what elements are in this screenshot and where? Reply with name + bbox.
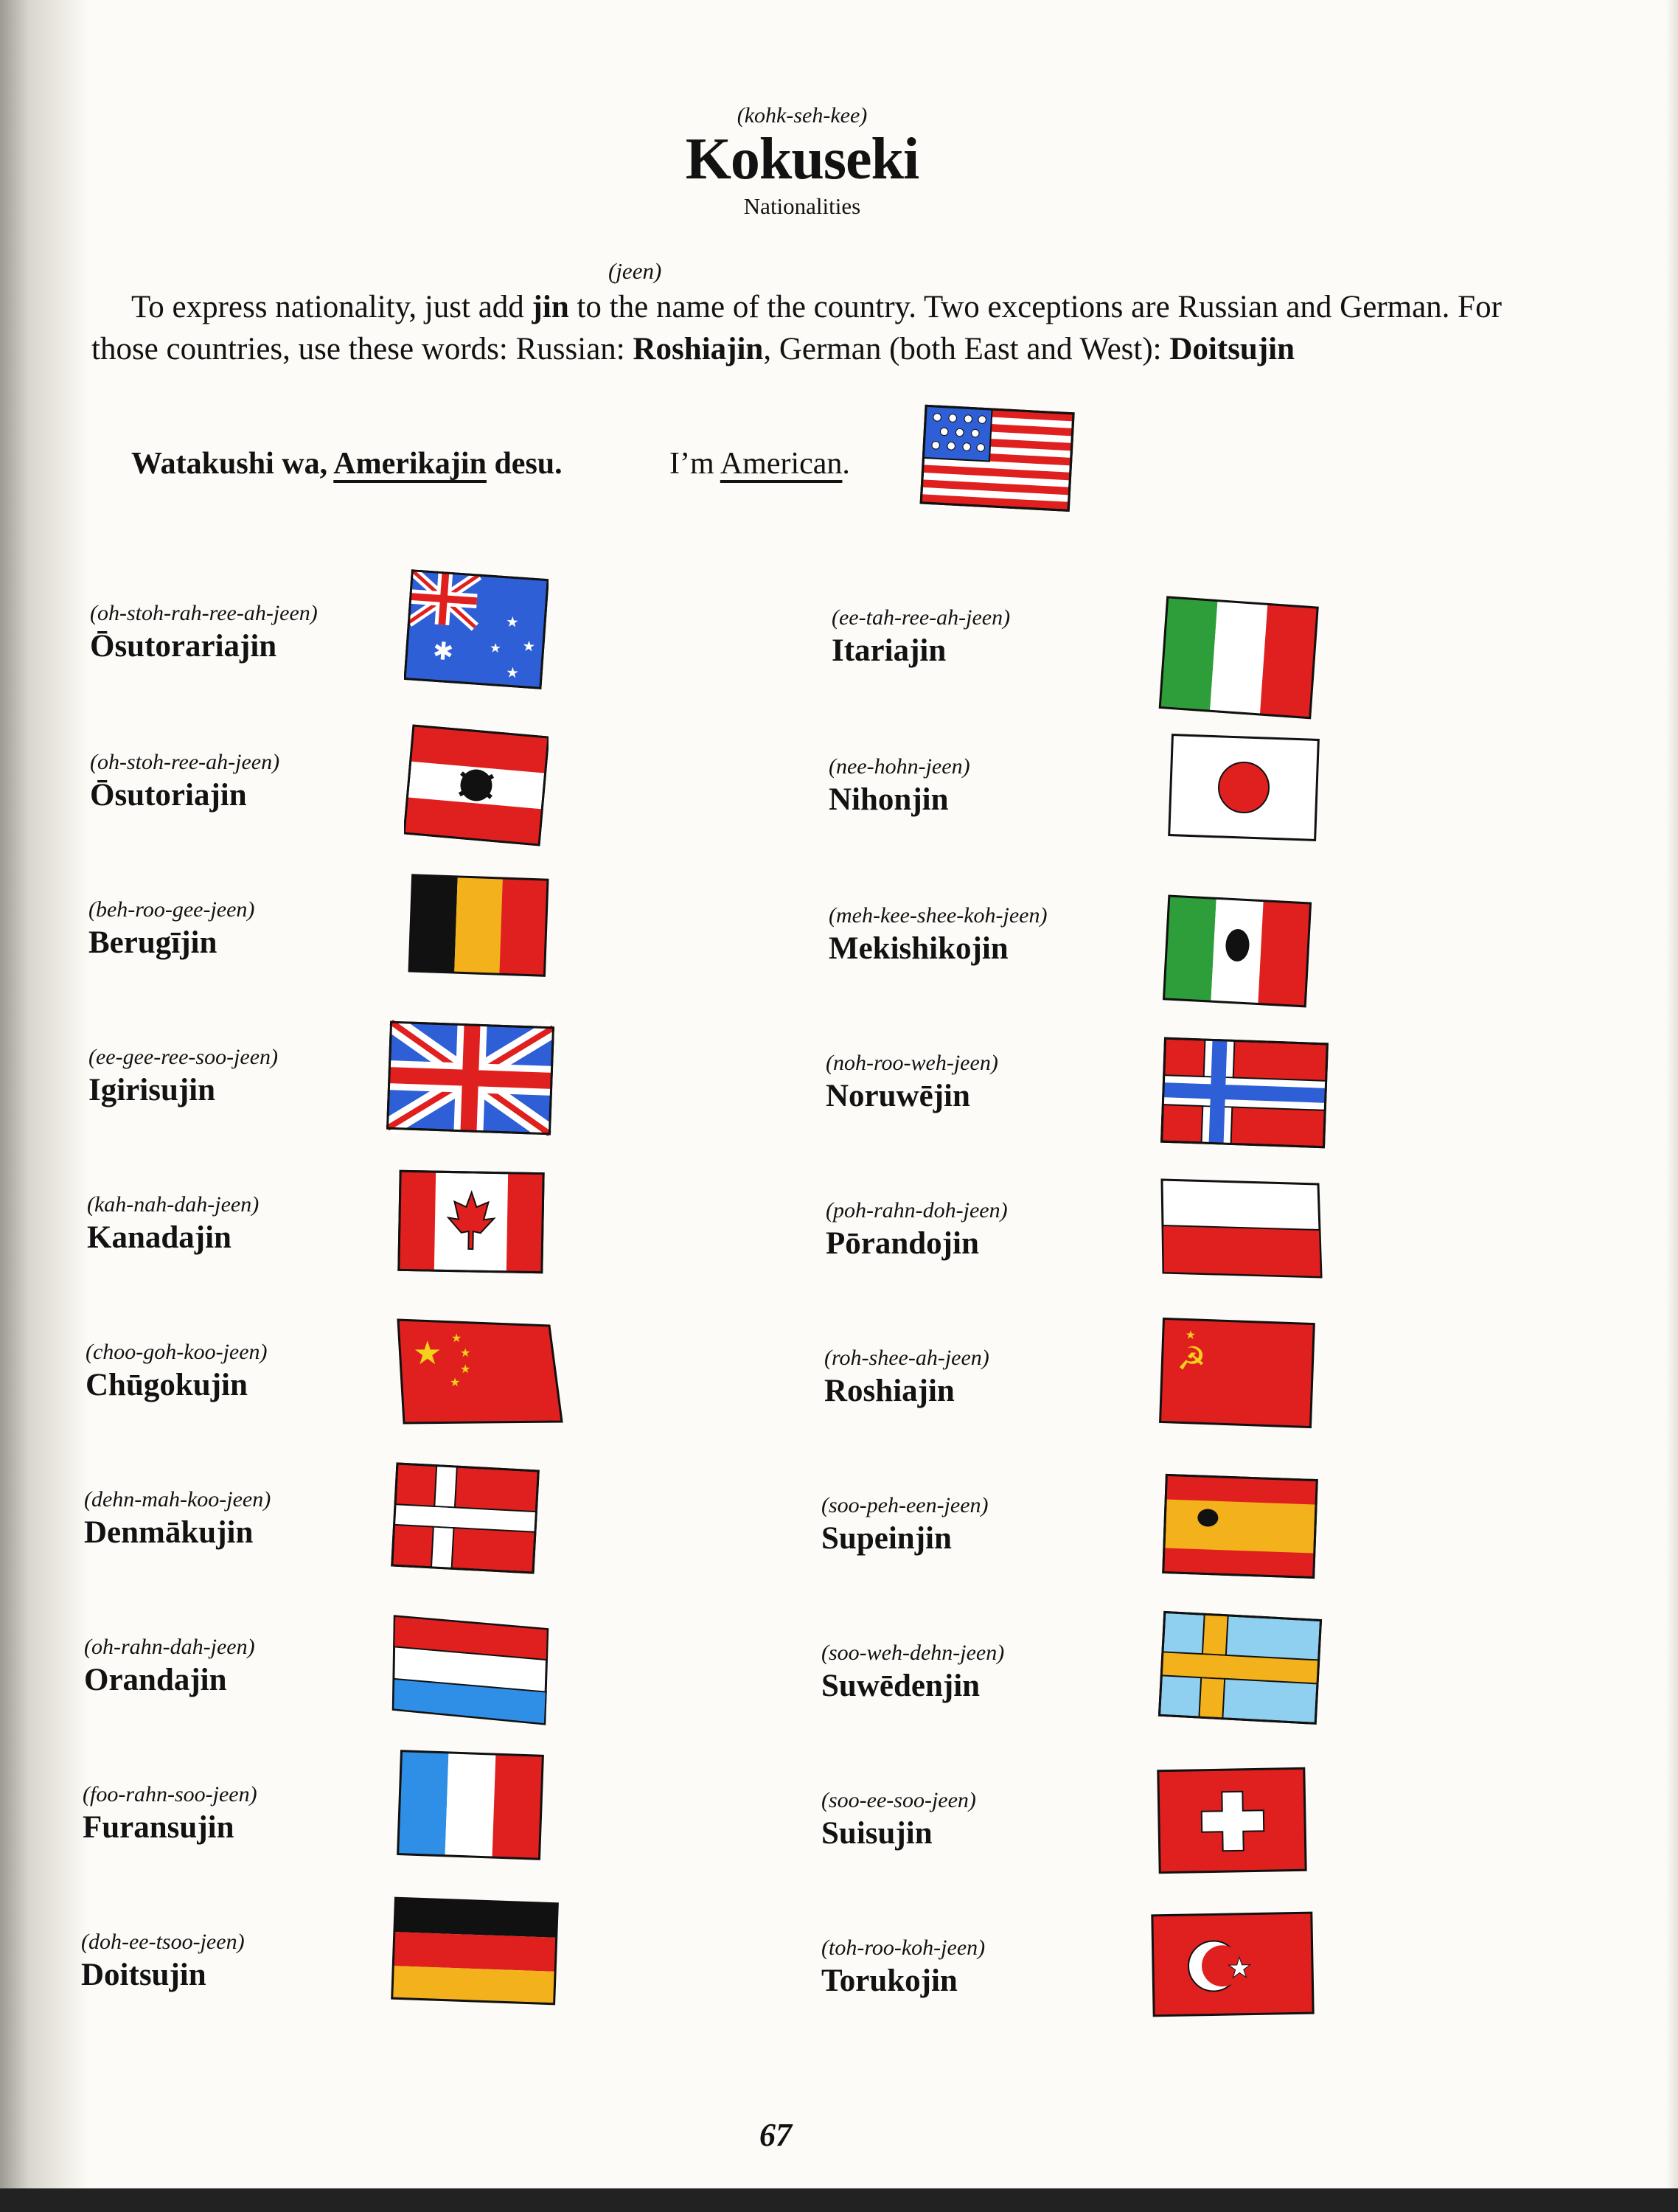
nationality-word: Furansujin xyxy=(83,1810,234,1845)
page-title: Kokuseki xyxy=(685,127,919,192)
pronunciation: (beh-roo-gee-jeen) xyxy=(88,897,255,922)
nationality-entry xyxy=(86,1338,268,1404)
pronunciation: (kah-nah-dah-jeen) xyxy=(87,1192,260,1217)
example-text: I’m xyxy=(669,447,720,481)
switzerland-flag-icon xyxy=(1152,1762,1312,1879)
example-underlined-word: American xyxy=(720,447,843,481)
pronunciation: (ee-tah-ree-ah-jeen) xyxy=(832,605,1011,630)
svg-text:★: ★ xyxy=(489,641,502,657)
intro-text: to the name of the country. Two exceptions are Russian and German. For those countries, use these words: Russian: xyxy=(91,290,1502,366)
nationality-entry xyxy=(826,1048,998,1115)
nationality-entry xyxy=(90,599,318,665)
pronunciation: (soo-peh-een-jeen) xyxy=(821,1493,989,1517)
nationality-entry xyxy=(81,1927,245,1994)
example-english xyxy=(669,446,850,481)
pronunciation: (choo-goh-koo-jeen) xyxy=(86,1340,268,1364)
nationality-entry xyxy=(829,901,1047,967)
nationality-entry xyxy=(829,752,970,818)
nationality-word: Suwēdenjin xyxy=(821,1669,981,1703)
pronunciation: (nee-hohn-jeen) xyxy=(829,754,970,779)
usa-flag-icon xyxy=(918,402,1076,518)
nationality-entry xyxy=(83,1780,257,1846)
china-flag-icon xyxy=(391,1312,568,1430)
page-subtitle: Nationalities xyxy=(743,193,861,219)
austria-flag-icon xyxy=(404,724,549,846)
australia-flag-icon xyxy=(404,568,549,695)
canada-flag-icon xyxy=(394,1166,549,1277)
svg-text:✱: ✱ xyxy=(431,636,455,667)
nationality-entry xyxy=(87,1190,259,1256)
italy-flag-icon xyxy=(1156,593,1326,727)
nationality-word: Roshiajin xyxy=(824,1374,955,1408)
title-pronunciation: (kohk-seh-kee) xyxy=(737,103,868,128)
page-number: 67 xyxy=(759,2117,792,2153)
pronunciation: (noh-roo-weh-jeen) xyxy=(826,1051,998,1075)
nationality-word: Supeinjin xyxy=(821,1521,952,1556)
svg-text:★: ★ xyxy=(450,1375,461,1389)
page-edge xyxy=(1666,0,1678,2188)
france-flag-icon xyxy=(394,1746,549,1864)
nationality-word: Noruwējin xyxy=(826,1079,970,1113)
nationality-word: Mekishikojin xyxy=(829,931,1009,966)
scan-border xyxy=(0,2188,1678,2212)
nationality-entry xyxy=(88,895,254,961)
nationality-entry xyxy=(88,1043,278,1109)
example-underlined-word: Amerikajin xyxy=(333,447,487,481)
japan-flag-icon xyxy=(1165,731,1323,845)
belgium-flag-icon xyxy=(404,872,551,981)
nationality-entry xyxy=(84,1485,271,1551)
page-header xyxy=(0,103,1678,220)
svg-text:★: ★ xyxy=(460,1362,471,1376)
svg-text:★: ★ xyxy=(1226,1951,1253,1985)
nationality-entry xyxy=(826,1196,1008,1262)
nationality-word: Doitsujin xyxy=(81,1958,206,1992)
pronunciation: (soo-ee-soo-jeen) xyxy=(821,1788,976,1812)
pronunciation: (oh-rahn-dah-jeen) xyxy=(84,1635,255,1659)
example-text: . xyxy=(842,447,850,481)
pronunciation: (doh-ee-tsoo-jeen) xyxy=(81,1930,245,1954)
turkey-flag-icon xyxy=(1146,1907,1320,2022)
intro-bold-doitsujin: Doitsujin xyxy=(1169,332,1295,366)
nationality-entry xyxy=(832,603,1010,669)
book-spine-shadow xyxy=(0,0,88,2212)
svg-text:★: ★ xyxy=(505,664,520,682)
denmark-flag-icon xyxy=(388,1460,543,1576)
poland-flag-icon xyxy=(1155,1172,1329,1287)
svg-text:★: ★ xyxy=(451,1331,462,1345)
intro-text: , German (both East and West): xyxy=(763,332,1170,366)
nationality-word: Torukojin xyxy=(821,1964,958,1998)
svg-text:★: ★ xyxy=(460,1346,471,1360)
intro-paragraph xyxy=(91,286,1507,370)
svg-text:★: ★ xyxy=(1185,1327,1197,1343)
svg-text:★: ★ xyxy=(521,637,536,655)
germany-flag-icon xyxy=(388,1896,562,2007)
nationality-word: Kanadajin xyxy=(87,1220,231,1255)
pronunciation: (oh-stoh-ree-ah-jeen) xyxy=(90,750,280,774)
pronunciation: (oh-stoh-rah-ree-ah-jeen) xyxy=(90,601,318,625)
intro-bold-roshiajin: Roshiajin xyxy=(633,332,764,366)
nationality-word: Pōrandojin xyxy=(826,1226,979,1261)
nationality-word: Berugījin xyxy=(88,925,217,960)
nationality-entry xyxy=(821,1638,1004,1705)
nationality-entry xyxy=(84,1632,255,1699)
pronunciation: (poh-rahn-doh-jeen) xyxy=(826,1198,1008,1222)
intro-text: To express nationality, just add xyxy=(131,290,532,324)
nationality-word: Itariajin xyxy=(832,633,947,668)
netherlands-flag-icon xyxy=(388,1607,554,1731)
pronunciation: (ee-gee-ree-soo-jeen) xyxy=(88,1045,279,1069)
nationality-word: Igirisujin xyxy=(88,1073,216,1107)
ussr-flag-icon xyxy=(1155,1312,1320,1432)
example-text: desu. xyxy=(486,447,563,481)
svg-text:★: ★ xyxy=(413,1335,442,1372)
pronunciation: (meh-kee-shee-koh-jeen) xyxy=(829,903,1048,928)
nationality-word: Nihonjin xyxy=(829,782,949,817)
svg-text:★: ★ xyxy=(505,613,520,631)
sweden-flag-icon xyxy=(1155,1607,1329,1728)
nationality-entry xyxy=(90,748,279,814)
example-japanese xyxy=(131,446,563,481)
nationality-word: Chūgokujin xyxy=(86,1368,248,1402)
nationality-entry xyxy=(824,1343,989,1410)
pronunciation: (roh-shee-ah-jeen) xyxy=(824,1346,989,1370)
nationality-word: Ōsutoriajin xyxy=(90,778,247,813)
nationality-entry xyxy=(821,1491,989,1557)
norway-flag-icon xyxy=(1157,1034,1331,1152)
nationality-word: Denmākujin xyxy=(84,1515,254,1550)
nationality-word: Ōsutorariajin xyxy=(90,629,277,664)
pronunciation: (dehn-mah-koo-jeen) xyxy=(84,1487,271,1512)
spain-flag-icon xyxy=(1157,1470,1323,1582)
pronunciation: (soo-weh-dehn-jeen) xyxy=(821,1641,1005,1665)
nationality-entry xyxy=(821,1786,976,1852)
mexico-flag-icon xyxy=(1160,892,1315,1012)
nationality-word: Suisujin xyxy=(821,1816,933,1851)
example-text: Watakushi wa, xyxy=(131,447,334,481)
pronunciation: (toh-roo-koh-jeen) xyxy=(821,1935,986,1960)
nationality-word: Orandajin xyxy=(84,1663,227,1697)
pronunciation: (foo-rahn-soo-jeen) xyxy=(83,1782,257,1806)
svg-text:☭: ☭ xyxy=(1176,1340,1207,1379)
intro-bold-jin: jin xyxy=(532,290,569,324)
nationality-entry xyxy=(821,1933,985,2000)
uk-flag-icon xyxy=(382,1019,559,1137)
jin-pronunciation: (jeen) xyxy=(608,258,662,284)
